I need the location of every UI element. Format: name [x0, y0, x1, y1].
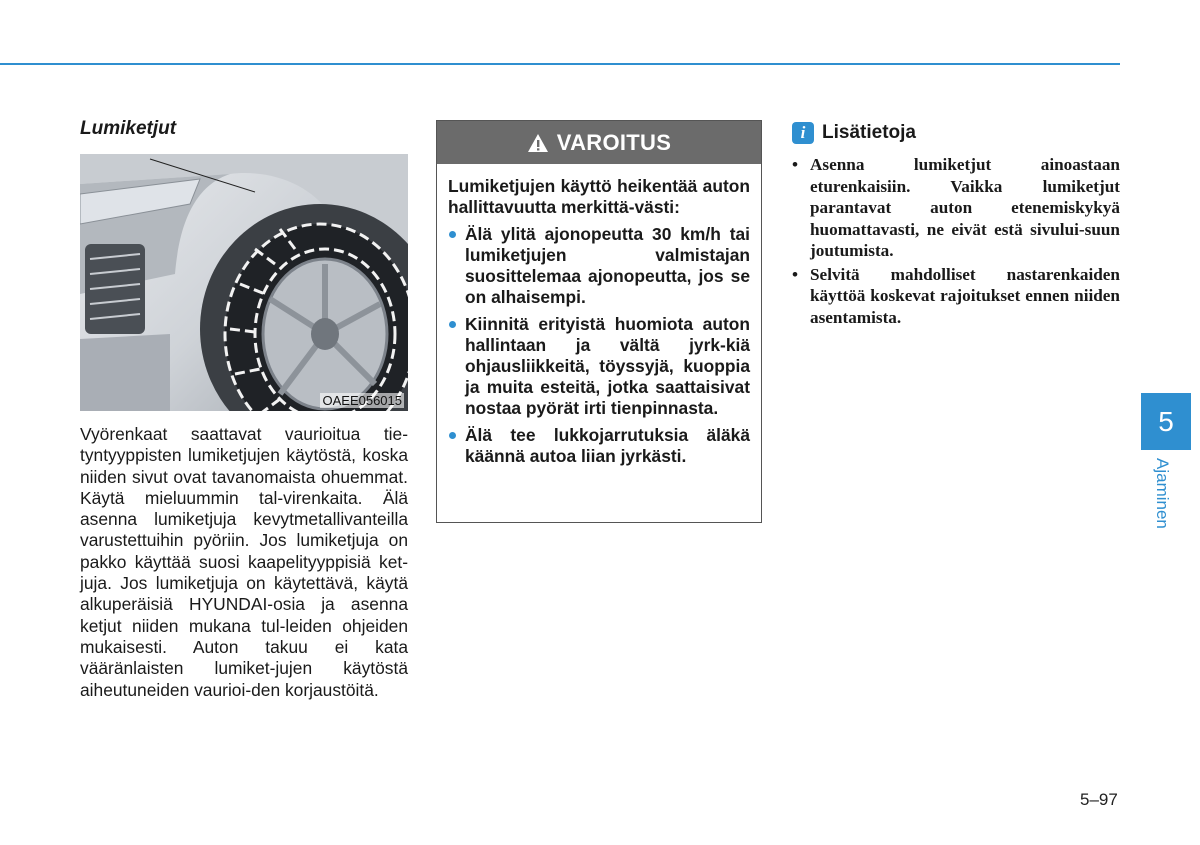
warning-header	[437, 121, 761, 164]
bullet-dot-icon	[449, 432, 456, 439]
bullet-dot-icon	[449, 321, 456, 328]
chapter-tab: 5	[1141, 393, 1191, 450]
warning-item	[448, 314, 750, 419]
info-item	[792, 264, 1120, 329]
warning-title: VAROITUS	[556, 129, 672, 155]
page-number: 5–97	[1080, 790, 1118, 809]
bullet-dot-icon	[449, 231, 456, 238]
warning-item	[448, 425, 750, 467]
warning-item	[448, 224, 750, 308]
info-item-text: Asenna lumiketjut ainoastaan eturenkaisiin. Vaikka lumiketjut parantavat auton etenemiskykyä huomattavasti, ne eivät estä sivului-suun joutumista.	[810, 155, 1120, 260]
info-item-text: Selvitä mahdolliset nastarenkaiden käyttöä koskevat rajoitukset ennen niiden asentamista.	[810, 264, 1120, 327]
left-column	[80, 118, 408, 701]
warning-body	[437, 164, 761, 467]
info-icon: i	[792, 122, 814, 144]
warning-box	[436, 120, 762, 523]
right-column	[792, 122, 1120, 330]
warning-item-text: Kiinnitä erityistä huomiota auton hallintaan ja vältä jyrk-kiä ohjausliikkeitä, töyssyjä, kuoppia ja muita esteitä, jotka saattaisivat nostaa pyörät irti tienpinnasta.	[465, 314, 750, 418]
snow-chain-illustration	[80, 154, 408, 411]
body-paragraph: Vyörenkaat saattavat vaurioitua tie-tyntyyppisten lumiketjujen käytöstä, koska niiden sivut ovat tavanomaista ohuemmat. Käytä mieluummin tal-virenkaita. Älä asenna lumiketjuja kevytmetallivanteilla varustettuihin pyöriin. Jos lumiketjuja on pakko käyttää suosi kaapelityyppisiä ket-juja. Jos lumiketjuja on käytettävä, käytä alkuperäisiä HYUNDAI-osia ja asenna ketjut niiden mukana tul-leiden ohjeiden mukaisesti. Auton takuu ei kata vääränlaisten lumiket-jujen käytöstä aiheutuneiden vaurioi-den korjaustöitä.	[80, 424, 408, 700]
info-item	[792, 154, 1120, 262]
car-wheel-with-chain-image	[80, 154, 408, 411]
top-rule	[0, 63, 1120, 65]
info-list	[792, 154, 1120, 328]
figure-code: OAEE056015	[322, 393, 402, 408]
bullet-icon: •	[792, 155, 799, 174]
warning-item-text: Älä ylitä ajonopeutta 30 km/h tai lumiketjujen valmistajan suosittelemaa ajonopeutta, jos se on alhaisempi.	[465, 224, 750, 307]
info-title: Lisätietoja	[822, 122, 916, 143]
warning-intro: Lumiketjujen käyttö heikentää auton hallittavuutta merkittä-västi:	[448, 176, 750, 217]
section-title: Lumiketjut	[80, 118, 177, 139]
warning-list	[448, 224, 750, 467]
info-header	[792, 122, 1120, 144]
warning-item-text: Älä tee lukkojarrutuksia äläkä käännä autoa liian jyrkästi.	[465, 425, 750, 466]
chapter-label: Ajaminen	[1153, 458, 1172, 529]
bullet-icon: •	[792, 264, 799, 284]
warning-triangle-icon	[527, 133, 549, 153]
